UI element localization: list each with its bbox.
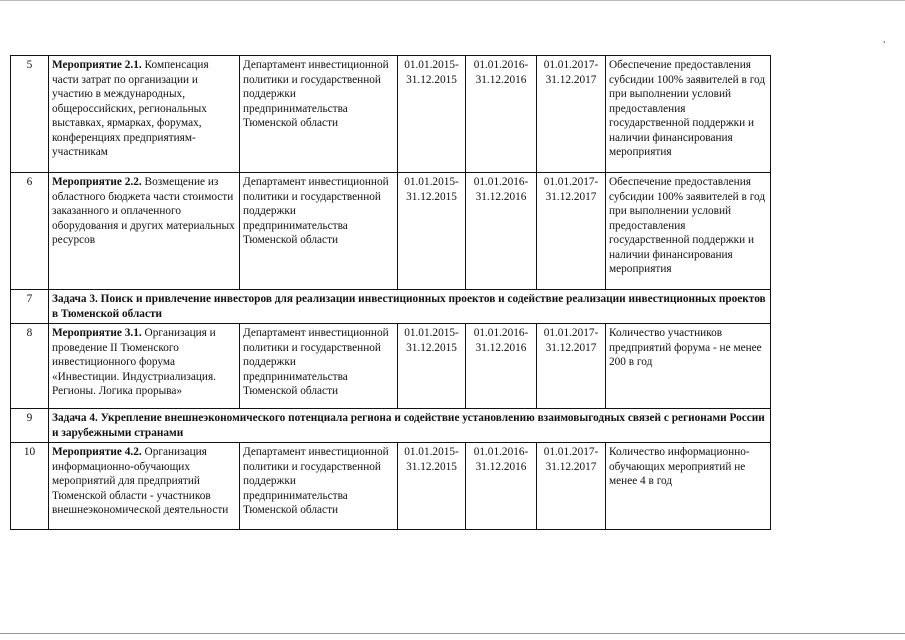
table-row (11, 324, 771, 409)
period-2016: 01.01.2016-31.12.2016 (466, 324, 537, 409)
task-row (11, 409, 771, 443)
department-cell: Департамент инвестиционной политики и государственной поддержки предпринимательства Тюменской области (240, 443, 398, 530)
department-cell: Департамент инвестиционной политики и государственной поддержки предпринимательства Тюменской области (240, 173, 398, 290)
scan-mark: , (883, 34, 886, 45)
period-2015: 01.01.2015-31.12.2015 (398, 443, 466, 530)
expected-result: Обеспечение предоставления субсидии 100% заявителей в год при выполнении условий предоставления государственной поддержки и наличии финансирования мероприятия (606, 56, 771, 173)
task-heading: Задача 3. Поиск и привлечение инвесторов для реализации инвестиционных проектов и содействие реализации инвестиционных проектов в Тюменской области (49, 290, 771, 324)
period-2017: 01.01.2017-31.12.2017 (537, 173, 606, 290)
expected-result: Количество участников предприятий форума - не менее 200 в год (606, 324, 771, 409)
row-number: 6 (11, 173, 49, 290)
activity-title: Мероприятие 2.1. (52, 59, 142, 71)
activity-description: Организация и проведение II Тюменского инвестиционного форума «Инвестиции. Индустриализация. Регионы. Логика прорыва» (52, 327, 216, 397)
expected-result: Количество информационно-обучающих мероприятий не менее 4 в год (606, 443, 771, 530)
department-cell: Департамент инвестиционной политики и государственной поддержки предпринимательства Тюменской области (240, 56, 398, 173)
activity-cell (49, 443, 240, 530)
activity-description: Возмещение из областного бюджета части стоимости заказанного и оплаченного оборудования и других материальных ресурсов (52, 176, 235, 246)
page-bottom-edge (0, 633, 905, 634)
period-2016: 01.01.2016-31.12.2016 (466, 443, 537, 530)
task-heading: Задача 4. Укрепление внешнеэкономического потенциала региона и содействие установлению взаимовыгодных связей с регионами России и зарубежными странами (49, 409, 771, 443)
activity-cell (49, 56, 240, 173)
activity-title: Мероприятие 3.1. (52, 327, 142, 339)
page-top-edge (0, 0, 905, 1)
activity-title: Мероприятие 2.2. (52, 176, 142, 188)
activity-title: Мероприятие 4.2. (52, 446, 142, 458)
activity-cell (49, 324, 240, 409)
activity-description: Организация информационно-обучающих мероприятий для предприятий Тюменской области - участников внешнеэкономической деятельности (52, 446, 229, 516)
period-2017: 01.01.2017-31.12.2017 (537, 443, 606, 530)
task-row (11, 290, 771, 324)
program-activities-table (10, 55, 771, 530)
period-2015: 01.01.2015-31.12.2015 (398, 173, 466, 290)
row-number: 5 (11, 56, 49, 173)
row-number: 8 (11, 324, 49, 409)
department-cell: Департамент инвестиционной политики и государственной поддержки предпринимательства Тюменской области (240, 324, 398, 409)
period-2016: 01.01.2016-31.12.2016 (466, 56, 537, 173)
expected-result: Обеспечение предоставления субсидии 100% заявителей в год при выполнении условий предоставления государственной поддержки и наличии финансирования мероприятия (606, 173, 771, 290)
period-2016: 01.01.2016-31.12.2016 (466, 173, 537, 290)
period-2015: 01.01.2015-31.12.2015 (398, 324, 466, 409)
period-2015: 01.01.2015-31.12.2015 (398, 56, 466, 173)
row-number: 7 (11, 290, 49, 324)
period-2017: 01.01.2017-31.12.2017 (537, 324, 606, 409)
activity-description: Компенсация части затрат по организации и участию в международных, общероссийских, региональных выставках, ярмарках, форумах, конференциях предприятиям-участникам (52, 59, 209, 158)
table-row (11, 173, 771, 290)
activity-cell (49, 173, 240, 290)
table-row (11, 443, 771, 530)
row-number: 9 (11, 409, 49, 443)
row-number: 10 (11, 443, 49, 530)
table-row (11, 56, 771, 173)
period-2017: 01.01.2017-31.12.2017 (537, 56, 606, 173)
